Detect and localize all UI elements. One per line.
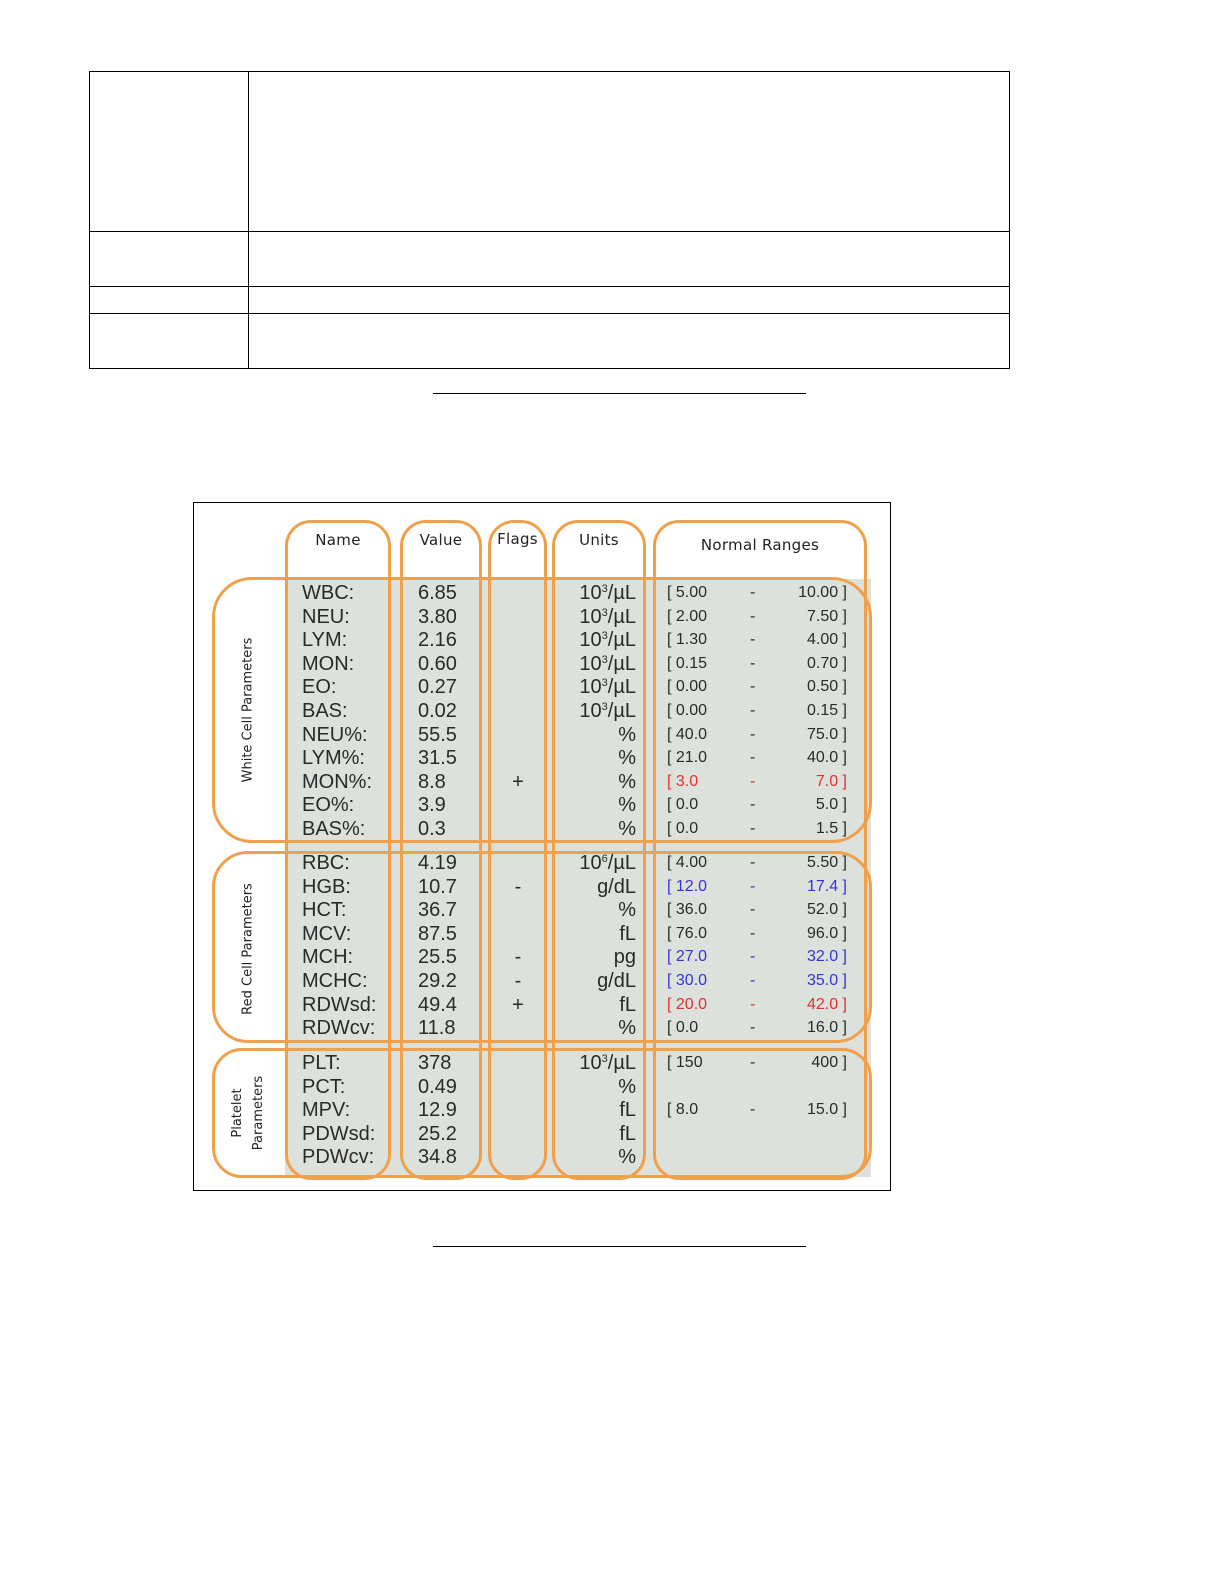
parameter-value: 3.80 (418, 605, 457, 628)
range-high: 5.0 ] (815, 796, 847, 814)
parameter-unit (554, 945, 636, 969)
parameter-value: 87.5 (418, 922, 457, 945)
parameter-name: NEU%: (302, 723, 368, 746)
parameter-name: LYM: (302, 629, 348, 652)
header-units: Units (579, 531, 619, 549)
unit-rest: /µL (607, 700, 636, 722)
range-low: [ 0.00 (667, 702, 708, 719)
group-label-platelet-line1: Platelet (230, 1088, 245, 1138)
range-dash: - (750, 702, 756, 719)
unit-rest: % (618, 899, 636, 922)
parameter-value: 2.16 (418, 629, 457, 652)
parameter-name: MPV: (302, 1099, 351, 1122)
range-high: 15.0 ] (806, 1101, 847, 1119)
parameter-name: MON: (302, 652, 355, 675)
parameter-value: 0.02 (418, 700, 457, 722)
parameter-value: 36.7 (418, 899, 457, 922)
parameter-name: LYM%: (302, 747, 365, 770)
table-row (194, 1016, 892, 1040)
table-row (194, 652, 892, 676)
range-low: [ 4.00 (667, 854, 708, 871)
parameter-value: 378 (418, 1052, 452, 1074)
range-dash: - (750, 1019, 756, 1037)
range-high: 42.0 ] (806, 995, 847, 1013)
parameter-unit (554, 898, 636, 922)
header-flags: Flags (497, 530, 538, 548)
unit-rest: /µL (607, 652, 636, 675)
parameter-name: BAS: (302, 700, 348, 722)
parameter-name: EO: (302, 676, 337, 699)
parameter-value: 10.7 (418, 875, 457, 898)
unit-exponent: 3 (601, 1053, 608, 1065)
table-row (194, 817, 892, 841)
parameter-unit (554, 699, 636, 723)
unit-base: 10 (579, 582, 602, 604)
table-cell (90, 72, 249, 232)
range-high: 4.00 ] (806, 631, 847, 649)
unit-rest: % (618, 1017, 636, 1040)
range-low: [ 0.0 (667, 796, 699, 814)
range-dash: - (750, 877, 756, 895)
table-row (194, 675, 892, 699)
unit-rest: /µL (607, 629, 636, 652)
parameter-unit (554, 628, 636, 652)
table-row (194, 746, 892, 770)
range-dash: - (750, 854, 756, 871)
parameter-unit (554, 605, 636, 629)
table-row (194, 581, 892, 605)
range-high: 75.0 ] (806, 725, 847, 743)
range-dash: - (750, 924, 756, 942)
table-cell (249, 72, 1010, 232)
unit-rest: /µL (607, 582, 636, 604)
parameter-flag: - (514, 970, 522, 992)
parameter-unit (554, 652, 636, 676)
parameter-name: WBC: (302, 582, 355, 604)
table-row (194, 605, 892, 629)
range-dash: - (750, 772, 756, 790)
unit-exponent: 3 (601, 630, 608, 643)
parameter-unit (554, 1145, 636, 1169)
table-cell (90, 314, 249, 369)
unit-rest: fL (619, 1099, 636, 1122)
parameter-name: HGB: (302, 875, 351, 898)
parameter-unit (554, 1051, 636, 1075)
unit-base: 10 (579, 652, 602, 675)
range-low: [ 21.0 (667, 749, 708, 767)
range-high: 0.15 ] (806, 702, 847, 719)
unit-rest: g/dL (597, 970, 636, 992)
header-name: Name (315, 531, 361, 549)
parameter-unit (554, 851, 636, 875)
parameter-unit (554, 922, 636, 946)
caption-rule-top (433, 393, 806, 394)
range-low: [ 2.00 (667, 607, 708, 625)
unit-rest: % (618, 1075, 636, 1098)
range-high: 0.70 ] (806, 654, 847, 672)
unit-rest: g/dL (597, 875, 636, 898)
unit-rest: % (618, 770, 636, 793)
range-high: 32.0 ] (806, 948, 847, 966)
unit-base: 10 (579, 605, 602, 628)
unit-rest: fL (619, 1122, 636, 1145)
range-dash: - (750, 1101, 756, 1119)
unit-rest: /µL (607, 852, 636, 874)
range-low: [ 3.0 (667, 772, 699, 790)
range-low: [ 76.0 (667, 924, 708, 942)
table-row (194, 993, 892, 1017)
range-low: [ 36.0 (667, 901, 708, 919)
range-dash: - (750, 901, 756, 919)
table-cell (249, 232, 1010, 287)
parameter-value: 0.3 (418, 818, 446, 840)
range-low: [ 1.30 (667, 631, 708, 649)
parameter-name: RBC: (302, 852, 350, 874)
parameter-unit (554, 581, 636, 605)
range-high: 40.0 ] (806, 749, 847, 767)
table-row (194, 875, 892, 899)
parameter-name: MCHC: (302, 970, 368, 992)
range-low: [ 150 (667, 1054, 703, 1071)
range-dash: - (750, 631, 756, 649)
range-dash: - (750, 796, 756, 814)
table-row (194, 793, 892, 817)
table-cell (90, 287, 249, 314)
parameter-value: 0.49 (418, 1075, 457, 1098)
range-high: 16.0 ] (806, 1019, 847, 1037)
range-low: [ 40.0 (667, 725, 708, 743)
unit-exponent: 3 (601, 701, 608, 713)
parameter-name: BAS%: (302, 818, 366, 840)
table-row (194, 1122, 892, 1146)
range-high: 5.50 ] (806, 854, 847, 871)
unit-rest: /µL (607, 605, 636, 628)
range-high: 7.50 ] (806, 607, 847, 625)
parameter-name: PLT: (302, 1052, 341, 1074)
range-high: 17.4 ] (806, 877, 847, 895)
parameter-flag: - (514, 946, 522, 969)
unit-rest: /µL (607, 676, 636, 699)
unit-exponent: 3 (601, 583, 608, 595)
unit-rest: % (618, 747, 636, 770)
range-low: [ 0.15 (667, 654, 708, 672)
parameter-value: 0.27 (418, 676, 457, 699)
document-table (89, 71, 1010, 369)
parameter-unit (554, 675, 636, 699)
range-dash: - (750, 654, 756, 672)
unit-rest: % (618, 1146, 636, 1169)
table-row (194, 699, 892, 723)
range-high: 1.5 ] (815, 820, 847, 837)
range-low: [ 0.00 (667, 678, 708, 696)
unit-rest: fL (619, 993, 636, 1016)
parameter-value: 29.2 (418, 970, 457, 992)
parameter-value: 34.8 (418, 1146, 457, 1169)
unit-rest: % (618, 723, 636, 746)
range-dash: - (750, 725, 756, 743)
range-low: [ 5.00 (667, 584, 708, 601)
parameter-unit (554, 1016, 636, 1040)
header-value: Value (419, 531, 463, 549)
range-high: 96.0 ] (806, 924, 847, 942)
range-low: [ 0.0 (667, 1019, 699, 1037)
unit-exponent: 3 (601, 606, 608, 619)
table-row (194, 969, 892, 993)
table-row (194, 898, 892, 922)
unit-base: 10 (579, 676, 602, 699)
group-label-platelet-line2: Parameters (251, 1075, 266, 1151)
parameter-value: 25.2 (418, 1122, 457, 1145)
table-row (194, 1075, 892, 1099)
unit-rest: % (618, 818, 636, 840)
table-row (194, 1145, 892, 1169)
parameter-name: PDWsd: (302, 1122, 376, 1145)
range-dash: - (750, 972, 756, 989)
parameter-name: PCT: (302, 1075, 346, 1098)
parameter-value: 12.9 (418, 1099, 457, 1122)
parameter-flag: + (512, 993, 524, 1016)
range-dash: - (750, 749, 756, 767)
table-row (194, 922, 892, 946)
unit-rest: /µL (607, 1052, 636, 1074)
unit-rest: fL (619, 922, 636, 945)
group-label-white-cell: White Cell Parameters (240, 637, 256, 783)
parameter-name: MON%: (302, 770, 372, 793)
table-row (194, 723, 892, 747)
parameter-name: MCH: (302, 946, 354, 969)
table-cell (249, 287, 1010, 314)
unit-exponent: 3 (601, 653, 608, 666)
parameter-value: 8.8 (418, 770, 446, 793)
range-dash: - (750, 584, 756, 601)
parameter-value: 11.8 (418, 1017, 456, 1040)
range-dash: - (750, 995, 756, 1013)
parameter-value: 55.5 (418, 723, 457, 746)
parameter-name: RDWcv: (302, 1017, 376, 1040)
unit-base: 10 (579, 852, 602, 874)
parameter-name: EO%: (302, 794, 355, 817)
table-cell (249, 314, 1010, 369)
parameter-unit (554, 746, 636, 770)
range-low: [ 8.0 (667, 1101, 699, 1119)
range-low: [ 0.0 (667, 820, 699, 837)
unit-exponent: 6 (601, 853, 608, 865)
range-low: [ 30.0 (667, 972, 708, 989)
range-dash: - (750, 820, 756, 837)
table-cell (90, 232, 249, 287)
unit-base: 10 (579, 1052, 602, 1074)
table-row (194, 1051, 892, 1075)
range-dash: - (750, 1054, 756, 1071)
unit-rest: pg (613, 946, 636, 969)
parameter-unit (554, 817, 636, 841)
range-high: 52.0 ] (806, 901, 847, 919)
parameter-unit (554, 1098, 636, 1122)
range-high: 35.0 ] (806, 972, 847, 989)
parameter-name: PDWcv: (302, 1146, 375, 1169)
range-low: [ 27.0 (667, 948, 708, 966)
parameter-flag: - (514, 875, 522, 898)
range-high: 400 ] (811, 1054, 847, 1071)
range-high: 0.50 ] (806, 678, 847, 696)
parameter-unit (554, 1075, 636, 1099)
table-row (194, 945, 892, 969)
range-dash: - (750, 678, 756, 696)
parameter-unit (554, 770, 636, 794)
range-high: 7.0 ] (815, 772, 847, 790)
unit-base: 10 (579, 629, 602, 652)
parameter-name: RDWsd: (302, 993, 377, 1016)
parameter-name: HCT: (302, 899, 347, 922)
parameter-value: 25.5 (418, 946, 457, 969)
parameter-name: NEU: (302, 605, 350, 628)
parameter-flag: + (512, 770, 524, 793)
parameter-unit (554, 793, 636, 817)
table-row (194, 1098, 892, 1122)
cbc-results-figure (193, 502, 891, 1191)
group-label-red-cell: Red Cell Parameters (240, 883, 256, 1015)
parameter-unit (554, 969, 636, 993)
parameter-value: 0.60 (418, 652, 457, 675)
parameter-value: 49.4 (418, 993, 457, 1016)
table-row (194, 770, 892, 794)
parameter-value: 3.9 (418, 794, 446, 817)
range-low: [ 20.0 (667, 995, 708, 1013)
parameter-value: 6.85 (418, 582, 457, 604)
parameter-name: MCV: (302, 922, 352, 945)
header-normal-ranges: Normal Ranges (700, 536, 820, 554)
parameter-unit (554, 875, 636, 899)
unit-base: 10 (579, 700, 602, 722)
caption-rule-bottom (433, 1246, 806, 1247)
table-row (194, 628, 892, 652)
parameter-value: 31.5 (418, 747, 457, 770)
table-row (194, 851, 892, 875)
parameter-unit (554, 723, 636, 747)
range-dash: - (750, 607, 756, 625)
range-low: [ 12.0 (667, 877, 708, 895)
range-dash: - (750, 948, 756, 966)
unit-exponent: 3 (601, 677, 608, 690)
unit-rest: % (618, 794, 636, 817)
parameter-value: 4.19 (418, 852, 457, 874)
parameter-unit (554, 1122, 636, 1146)
parameter-unit (554, 993, 636, 1017)
range-high: 10.00 ] (798, 584, 847, 601)
